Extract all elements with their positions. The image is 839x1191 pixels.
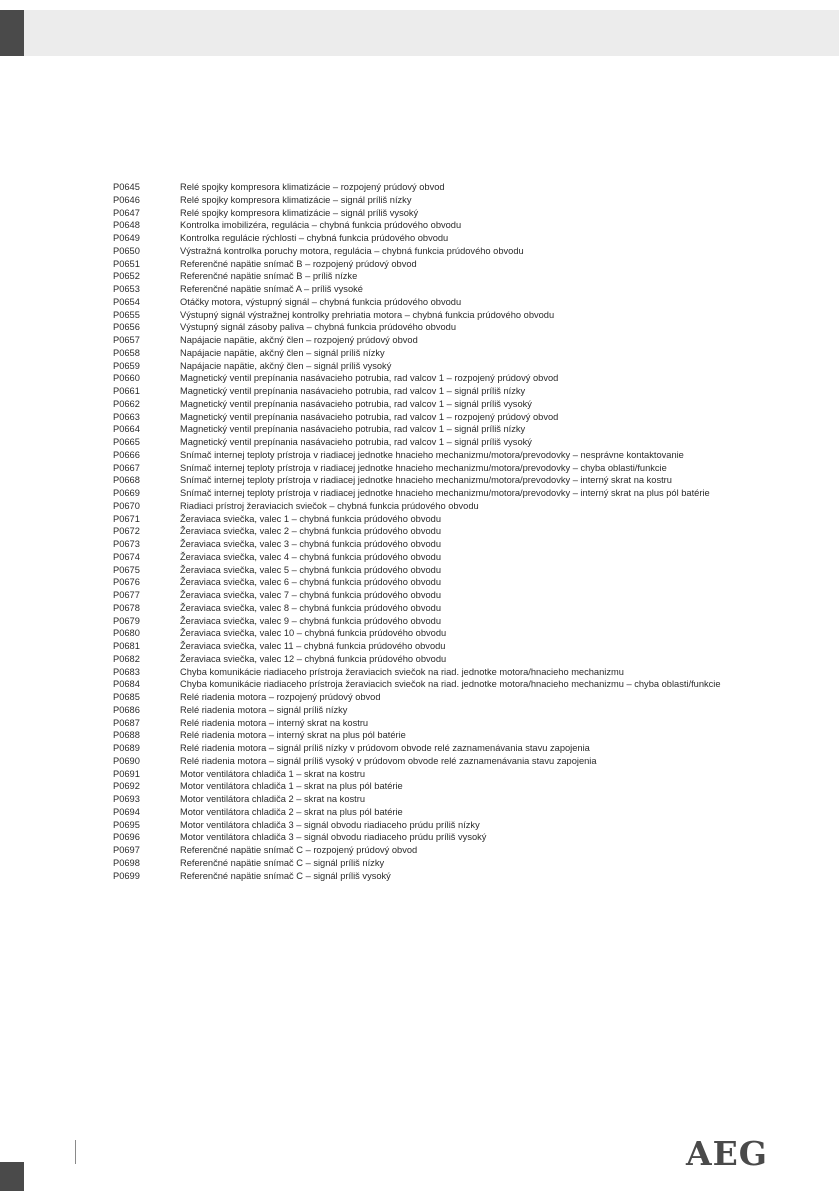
fault-code: P0673 [113,539,140,549]
fault-code: P0691 [113,768,140,779]
code-row [113,194,753,207]
fault-code: P0658 [113,347,140,358]
fault-description: Žeraviaca sviečka, valec 5 – chybná funkcia prúdového obvodu [180,564,441,575]
code-row [113,296,753,309]
fault-code: P0699 [113,870,140,881]
fault-description: Žeraviaca sviečka, valec 12 – chybná funkcia prúdového obvodu [180,653,447,664]
fault-description: Snímač internej teploty prístroja v riadiacej jednotke hnacieho mechanizmu/motora/prevodovky – interný skrat na plus pól batérie [180,488,710,498]
code-row [113,640,753,653]
code-row [113,385,753,398]
fault-description: Motor ventilátora chladiča 3 – signál obvodu riadiaceho prúdu príliš vysoký [180,832,487,843]
fault-code: P0645 [113,182,140,192]
fault-description: Motor ventilátora chladiča 1 – skrat na plus pól batérie [180,781,403,792]
fault-code: P0648 [113,220,140,231]
code-row [113,462,753,475]
fault-code: P0666 [113,449,140,460]
fault-description: Magnetický ventil prepínania nasávacieho potrubia, rad valcov 1 – signál príliš nízky [180,424,526,435]
fault-description: Relé riadenia motora – interný skrat na kostru [180,717,369,728]
fault-code-list [113,181,753,882]
code-row [113,487,753,500]
fault-code: P0649 [113,233,140,243]
fault-description: Referenčné napätie snímač C – signál príliš vysoký [180,870,391,881]
code-row [113,334,753,347]
code-row [113,449,753,462]
code-row [113,615,753,628]
fault-code: P0679 [113,615,140,626]
fault-code: P0650 [113,245,140,256]
fault-code: P0685 [113,692,140,702]
fault-code: P0697 [113,845,140,855]
code-row [113,678,753,691]
fault-description: Žeraviaca sviečka, valec 1 – chybná funkcia prúdového obvodu [180,513,441,524]
fault-description: Žeraviaca sviečka, valec 6 – chybná funkcia prúdového obvodu [180,577,441,588]
fault-code: P0652 [113,271,140,282]
fault-description: Výstupný signál zásoby paliva – chybná funkcia prúdového obvodu [180,322,456,333]
fault-description: Motor ventilátora chladiča 3 – signál obvodu riadiaceho prúdu príliš nízky [180,819,480,830]
fault-code: P0678 [113,602,140,613]
fault-description: Magnetický ventil prepínania nasávacieho potrubia, rad valcov 1 – signál príliš vysoký [180,398,532,409]
fault-description: Referenčné napätie snímač B – rozpojený prúdový obvod [180,258,417,269]
aeg-logo: AEG [686,1134,768,1173]
fault-code: P0682 [113,653,140,664]
fault-code: P0690 [113,755,140,766]
fault-code: P0665 [113,437,140,447]
fault-description: Referenčné napätie snímač C – signál príliš nízky [180,857,385,868]
fault-description: Otáčky motora, výstupný signál – chybná funkcia prúdového obvodu [180,296,462,307]
fault-description: Žeraviaca sviečka, valec 8 – chybná funkcia prúdového obvodu [180,602,441,613]
code-row [113,844,753,857]
code-row [113,564,753,577]
fault-description: Motor ventilátora chladiča 2 – skrat na plus pól batérie [180,806,403,817]
code-row [113,755,753,768]
fault-code: P0670 [113,500,140,511]
fault-code: P0675 [113,564,140,575]
fault-code: P0668 [113,475,140,486]
fault-code: P0680 [113,628,140,639]
fault-code: P0698 [113,857,140,868]
fault-description: Referenčné napätie snímač C – rozpojený prúdový obvod [180,845,418,855]
fault-code: P0655 [113,309,140,320]
fault-description: Snímač internej teploty prístroja v riadiacej jednotke hnacieho mechanizmu/motora/prevodovky – interný skrat na kostru [180,475,672,486]
code-row [113,232,753,245]
fault-description: Magnetický ventil prepínania nasávacieho potrubia, rad valcov 1 – signál príliš vysoký [180,437,532,447]
fault-description: Výstupný signál výstražnej kontrolky prehriatia motora – chybná funkcia prúdového obvodu [180,309,555,320]
fault-code: P0653 [113,284,140,294]
code-row [113,321,753,334]
fault-description: Relé spojky kompresora klimatizácie – signál príliš nízky [180,194,412,205]
code-row [113,283,753,296]
fault-description: Chyba komunikácie riadiaceho prístroja žeraviacich sviečok na riad. jednotke motora/hnacieho mechanizmu [180,666,624,677]
fault-description: Žeraviaca sviečka, valec 3 – chybná funkcia prúdového obvodu [180,539,441,549]
fault-description: Relé riadenia motora – rozpojený prúdový obvod [180,692,381,702]
code-row [113,806,753,819]
fault-code: P0693 [113,794,140,804]
fault-description: Napájacie napätie, akčný člen – signál príliš nízky [180,347,385,358]
code-row [113,729,753,742]
fault-description: Snímač internej teploty prístroja v riadiacej jednotke hnacieho mechanizmu/motora/prevodovky – nesprávne kontaktovanie [180,449,684,460]
fault-code: P0676 [113,577,140,588]
fault-code: P0677 [113,590,140,600]
code-row [113,538,753,551]
code-row [113,181,753,194]
header-tab-marker [0,10,24,56]
code-row [113,768,753,781]
code-row [113,602,753,615]
fault-description: Chyba komunikácie riadiaceho prístroja žeraviacich sviečok na riad. jednotke motora/hnacieho mechanizmu – chyba oblasti/funkcie [180,679,721,690]
fault-code: P0656 [113,322,140,333]
fault-description: Riadiaci prístroj žeraviacich sviečok – chybná funkcia prúdového obvodu [180,500,479,511]
code-row [113,474,753,487]
fault-description: Žeraviaca sviečka, valec 9 – chybná funkcia prúdového obvodu [180,615,441,626]
fault-description: Magnetický ventil prepínania nasávacieho potrubia, rad valcov 1 – signál príliš nízky [180,386,526,396]
fault-code: P0683 [113,666,140,677]
code-row [113,551,753,564]
code-row [113,513,753,526]
code-row [113,576,753,589]
fault-description: Napájacie napätie, akčný člen – rozpojený prúdový obvod [180,335,418,345]
fault-code: P0696 [113,832,140,843]
code-row [113,436,753,449]
fault-code: P0661 [113,386,140,396]
code-row [113,525,753,538]
fault-code: P0662 [113,398,140,409]
code-row [113,666,753,679]
fault-code: P0686 [113,704,140,715]
code-row [113,258,753,271]
fault-description: Relé riadenia motora – interný skrat na plus pól batérie [180,730,406,741]
fault-description: Žeraviaca sviečka, valec 4 – chybná funkcia prúdového obvodu [180,551,441,562]
fault-description: Magnetický ventil prepínania nasávacieho potrubia, rad valcov 1 – rozpojený prúdový obvod [180,373,559,384]
fault-description: Žeraviaca sviečka, valec 7 – chybná funkcia prúdového obvodu [180,590,441,600]
fault-code: P0671 [113,513,140,524]
code-row [113,423,753,436]
fault-code: P0692 [113,781,140,792]
fault-description: Motor ventilátora chladiča 2 – skrat na kostru [180,794,365,804]
footer-divider [75,1140,76,1164]
fault-description: Žeraviaca sviečka, valec 11 – chybná funkcia prúdového obvodu [180,641,446,651]
fault-code: P0688 [113,730,140,741]
fault-code: P0664 [113,424,140,435]
footer-tab-marker [0,1162,24,1191]
code-row [113,627,753,640]
fault-description: Relé spojky kompresora klimatizácie – signál príliš vysoký [180,207,419,218]
fault-code: P0651 [113,258,140,269]
fault-description: Žeraviaca sviečka, valec 10 – chybná funkcia prúdového obvodu [180,628,447,639]
code-row [113,207,753,220]
fault-code: P0657 [113,335,140,345]
fault-description: Snímač internej teploty prístroja v riadiacej jednotke hnacieho mechanizmu/motora/prevodovky – chyba oblasti/funkcie [180,462,667,473]
code-row [113,589,753,602]
fault-code: P0674 [113,551,140,562]
code-row [113,398,753,411]
fault-description: Výstražná kontrolka poruchy motora, regulácia – chybná funkcia prúdového obvodu [180,245,524,256]
code-row [113,742,753,755]
fault-code: P0654 [113,296,140,307]
code-row [113,219,753,232]
code-row [113,717,753,730]
fault-code: P0672 [113,526,140,537]
fault-code: P0687 [113,717,140,728]
code-row [113,704,753,717]
fault-description: Relé spojky kompresora klimatizácie – rozpojený prúdový obvod [180,182,445,192]
code-row [113,347,753,360]
fault-code: P0660 [113,373,140,384]
code-row [113,819,753,832]
header-band [0,10,839,56]
code-row [113,500,753,513]
fault-description: Relé riadenia motora – signál príliš vysoký v prúdovom obvode relé zaznamenávania stavu zapojenia [180,755,597,766]
fault-code: P0663 [113,411,140,422]
fault-description: Relé riadenia motora – signál príliš nízky v prúdovom obvode relé zaznamenávania stavu zapojenia [180,743,590,753]
fault-code: P0659 [113,360,140,371]
code-row [113,653,753,666]
code-row [113,411,753,424]
code-row [113,831,753,844]
fault-description: Napájacie napätie, akčný člen – signál príliš vysoký [180,360,392,371]
fault-description: Kontrolka regulácie rýchlosti – chybná funkcia prúdového obvodu [180,233,449,243]
code-row [113,691,753,704]
code-row [113,372,753,385]
fault-code: P0647 [113,207,140,218]
fault-description: Magnetický ventil prepínania nasávacieho potrubia, rad valcov 1 – rozpojený prúdový obvod [180,411,559,422]
fault-code: P0695 [113,819,140,830]
fault-description: Kontrolka imobilizéra, regulácia – chybná funkcia prúdového obvodu [180,220,462,231]
fault-code: P0646 [113,194,140,205]
code-row [113,270,753,283]
fault-code: P0684 [113,679,140,690]
fault-description: Žeraviaca sviečka, valec 2 – chybná funkcia prúdového obvodu [180,526,441,537]
code-row [113,309,753,322]
code-row [113,857,753,870]
fault-description: Referenčné napätie snímač A – príliš vysoké [180,284,363,294]
code-row [113,780,753,793]
code-row [113,870,753,883]
code-row [113,793,753,806]
fault-code: P0681 [113,641,140,651]
fault-description: Relé riadenia motora – signál príliš nízky [180,704,348,715]
code-row [113,245,753,258]
fault-code: P0694 [113,806,140,817]
fault-code: P0667 [113,462,140,473]
fault-code: P0689 [113,743,140,753]
fault-description: Motor ventilátora chladiča 1 – skrat na kostru [180,768,365,779]
fault-code: P0669 [113,488,140,498]
fault-description: Referenčné napätie snímač B – príliš nízke [180,271,358,282]
code-row [113,360,753,373]
